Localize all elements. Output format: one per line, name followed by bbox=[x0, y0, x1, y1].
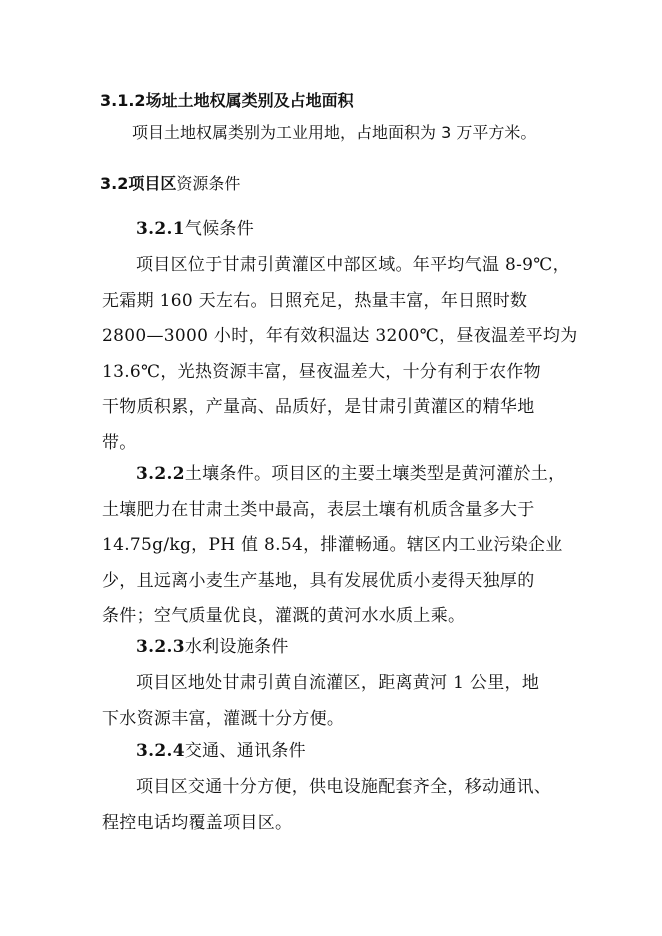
section-title-rest: 资源条件 bbox=[176, 174, 241, 193]
text-line: 下水资源丰富，灌溉十分方便。 bbox=[102, 708, 345, 729]
text-line: 13.6℃，光热资源丰富，昼夜温差大，十分有利于农作物 bbox=[102, 361, 541, 382]
subsection-number: 3.2.2 bbox=[136, 464, 185, 484]
text-line: 无霜期 160 天左右。日照充足，热量丰富，年日照时数 bbox=[102, 290, 528, 311]
subsection-title: 水利设施条件 bbox=[184, 637, 289, 657]
subsection-number: 3.2.1 bbox=[136, 219, 185, 239]
section-title: 场址土地权属类别及占地面积 bbox=[145, 91, 354, 110]
text-line: 2800—3000 小时，年有效积温达 3200℃，昼夜温差平均为 bbox=[102, 326, 578, 347]
paragraph-soil bbox=[0, 457, 662, 635]
paragraph-land-ownership: 项目土地权属类别为工业用地，占地面积为 3 万平方米。 bbox=[132, 123, 537, 142]
text-line: 程控电话均覆盖项目区。 bbox=[102, 812, 293, 833]
text-line: 土壤肥力在甘肃土类中最高，表层土壤有机质含量多大于 bbox=[102, 499, 535, 520]
section-heading-3-2 bbox=[100, 173, 662, 195]
text-line: 带。 bbox=[102, 432, 137, 453]
text-line: 14.75g/kg，PH 值 8.54，排灌畅通。辖区内工业污染企业 bbox=[102, 535, 563, 556]
text-line: 干物质积累，产量高、品质好，是甘肃引黄灌区的精华地 bbox=[102, 397, 535, 418]
subsection-number: 3.2.4 bbox=[136, 741, 185, 761]
paragraph-transport bbox=[0, 770, 662, 841]
text-line: 条件；空气质量优良，灌溉的黄河水水质上乘。 bbox=[102, 606, 466, 627]
subsection-heading-3-2-3 bbox=[136, 630, 662, 666]
section-heading-3-1-2 bbox=[100, 90, 662, 112]
section-title-bold: 项目区 bbox=[128, 174, 177, 193]
paragraph-water bbox=[0, 666, 662, 737]
text-line: 项目区位于甘肃引黄灌区中部区域。年平均气温 8-9℃， bbox=[136, 255, 570, 275]
subsection-heading-3-2-1 bbox=[136, 212, 662, 248]
subsection-number: 3.2.3 bbox=[136, 637, 185, 657]
section-number: 3.2 bbox=[100, 174, 129, 193]
text-line: 项目区地处甘肃引黄自流灌区，距离黄河 1 公里，地 bbox=[136, 673, 540, 693]
text-line: 项目区交通十分方便，供电设施配套齐全，移动通讯、 bbox=[136, 777, 552, 797]
subsection-title: 气候条件 bbox=[184, 219, 255, 239]
section-number: 3.1.2 bbox=[100, 91, 146, 110]
paragraph-climate bbox=[0, 248, 662, 462]
subsection-heading-3-2-4 bbox=[136, 734, 662, 770]
subsection-title: 交通、通讯条件 bbox=[184, 741, 306, 761]
text-line: 少，且远离小麦生产基地，具有发展优质小麦得天独厚的 bbox=[102, 570, 535, 591]
text-line: 土壤条件。项目区的主要土壤类型是黄河灌於土， bbox=[184, 464, 566, 484]
